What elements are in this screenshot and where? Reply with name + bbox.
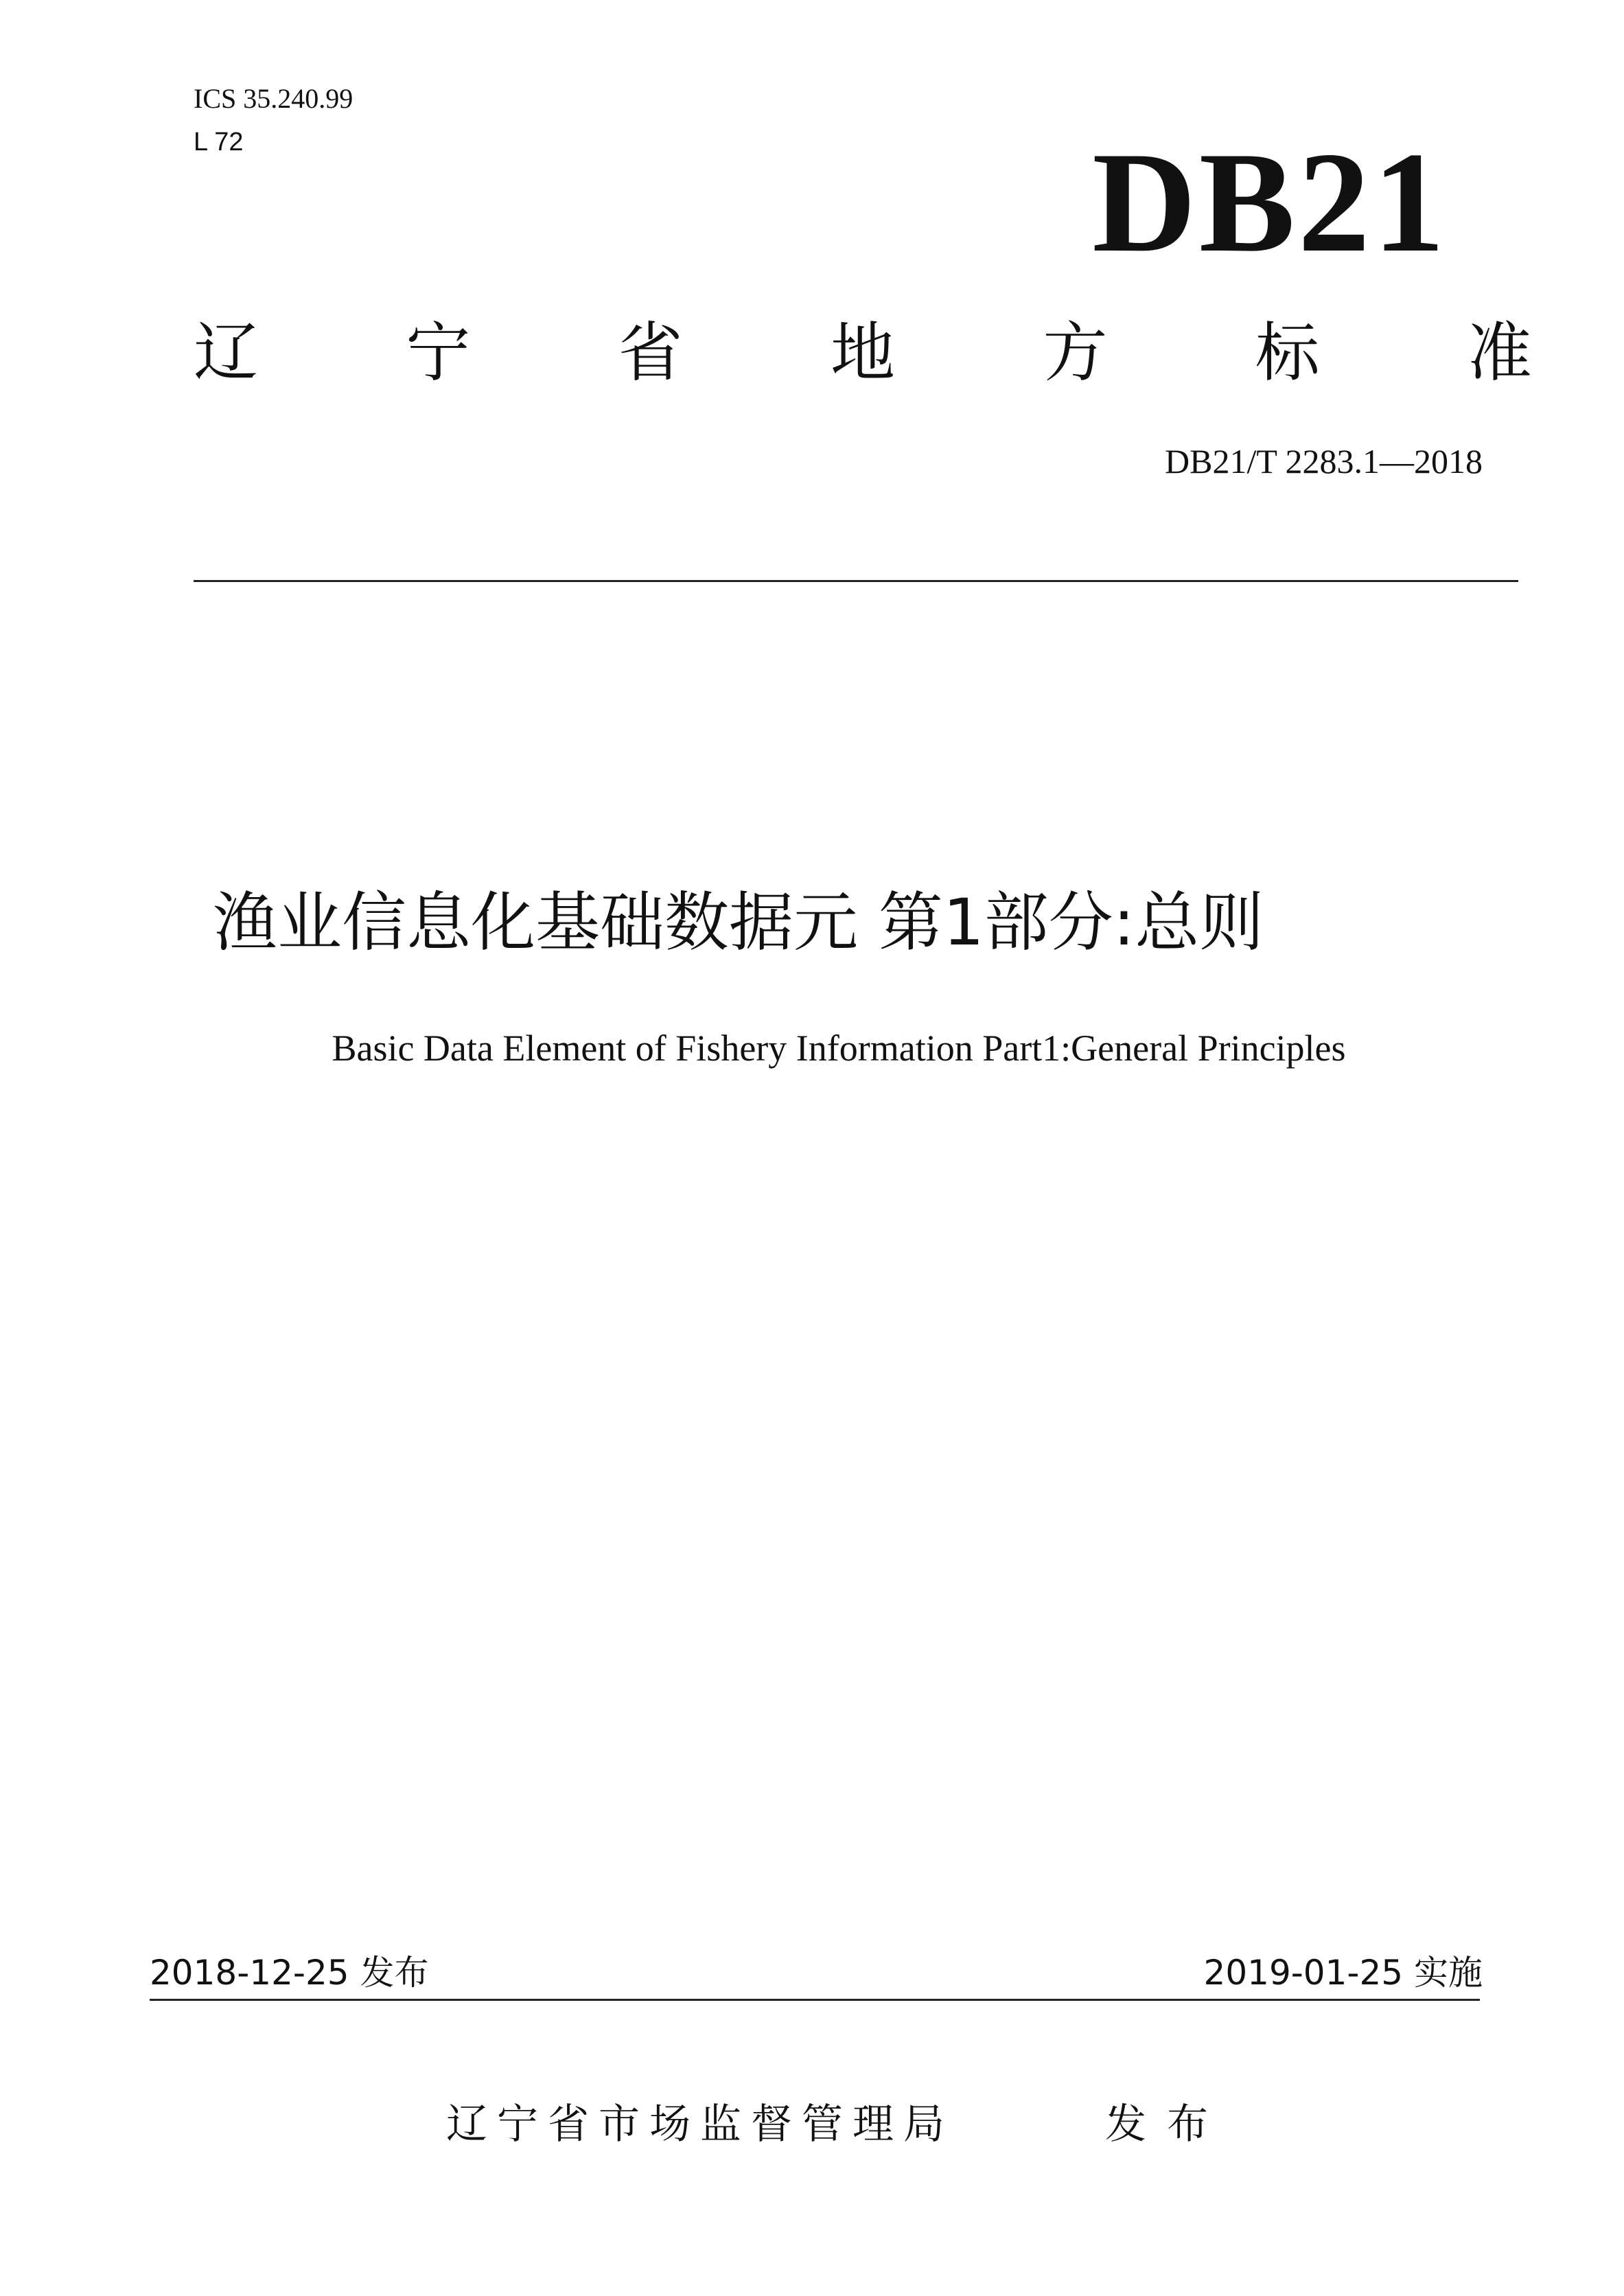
standard-type-char: 省 — [618, 316, 683, 391]
standard-type-char: 辽 — [194, 316, 259, 391]
top-divider — [194, 580, 1518, 582]
implementation-date: 2019-01-25 实施 — [1203, 1953, 1483, 1993]
ics-code: ICS 35.240.99 — [194, 83, 353, 114]
standard-number: DB21/T 2283.1—2018 — [1165, 442, 1483, 480]
standard-type-heading — [194, 316, 1532, 391]
publisher-action: 发布 — [1105, 2100, 1229, 2148]
title-chinese: 渔业信息化基础数据元 第1部分:总则 — [213, 885, 1264, 960]
standard-type-char: 准 — [1467, 316, 1532, 391]
standard-logo-code: DB21 — [1092, 123, 1448, 282]
ccs-code: L 72 — [194, 128, 244, 156]
standard-type-char: 地 — [830, 316, 895, 391]
standard-type-char: 标 — [1255, 316, 1320, 391]
standard-type-char: 方 — [1043, 316, 1108, 391]
standard-type-char: 宁 — [406, 316, 471, 391]
publisher-name: 辽宁省市场监督管理局 — [446, 2100, 954, 2148]
title-english: Basic Data Element of Fishery Information Part1:General Principles — [332, 1028, 1346, 1069]
bottom-divider — [150, 1999, 1480, 2001]
issue-date: 2018-12-25 发布 — [150, 1953, 429, 1993]
